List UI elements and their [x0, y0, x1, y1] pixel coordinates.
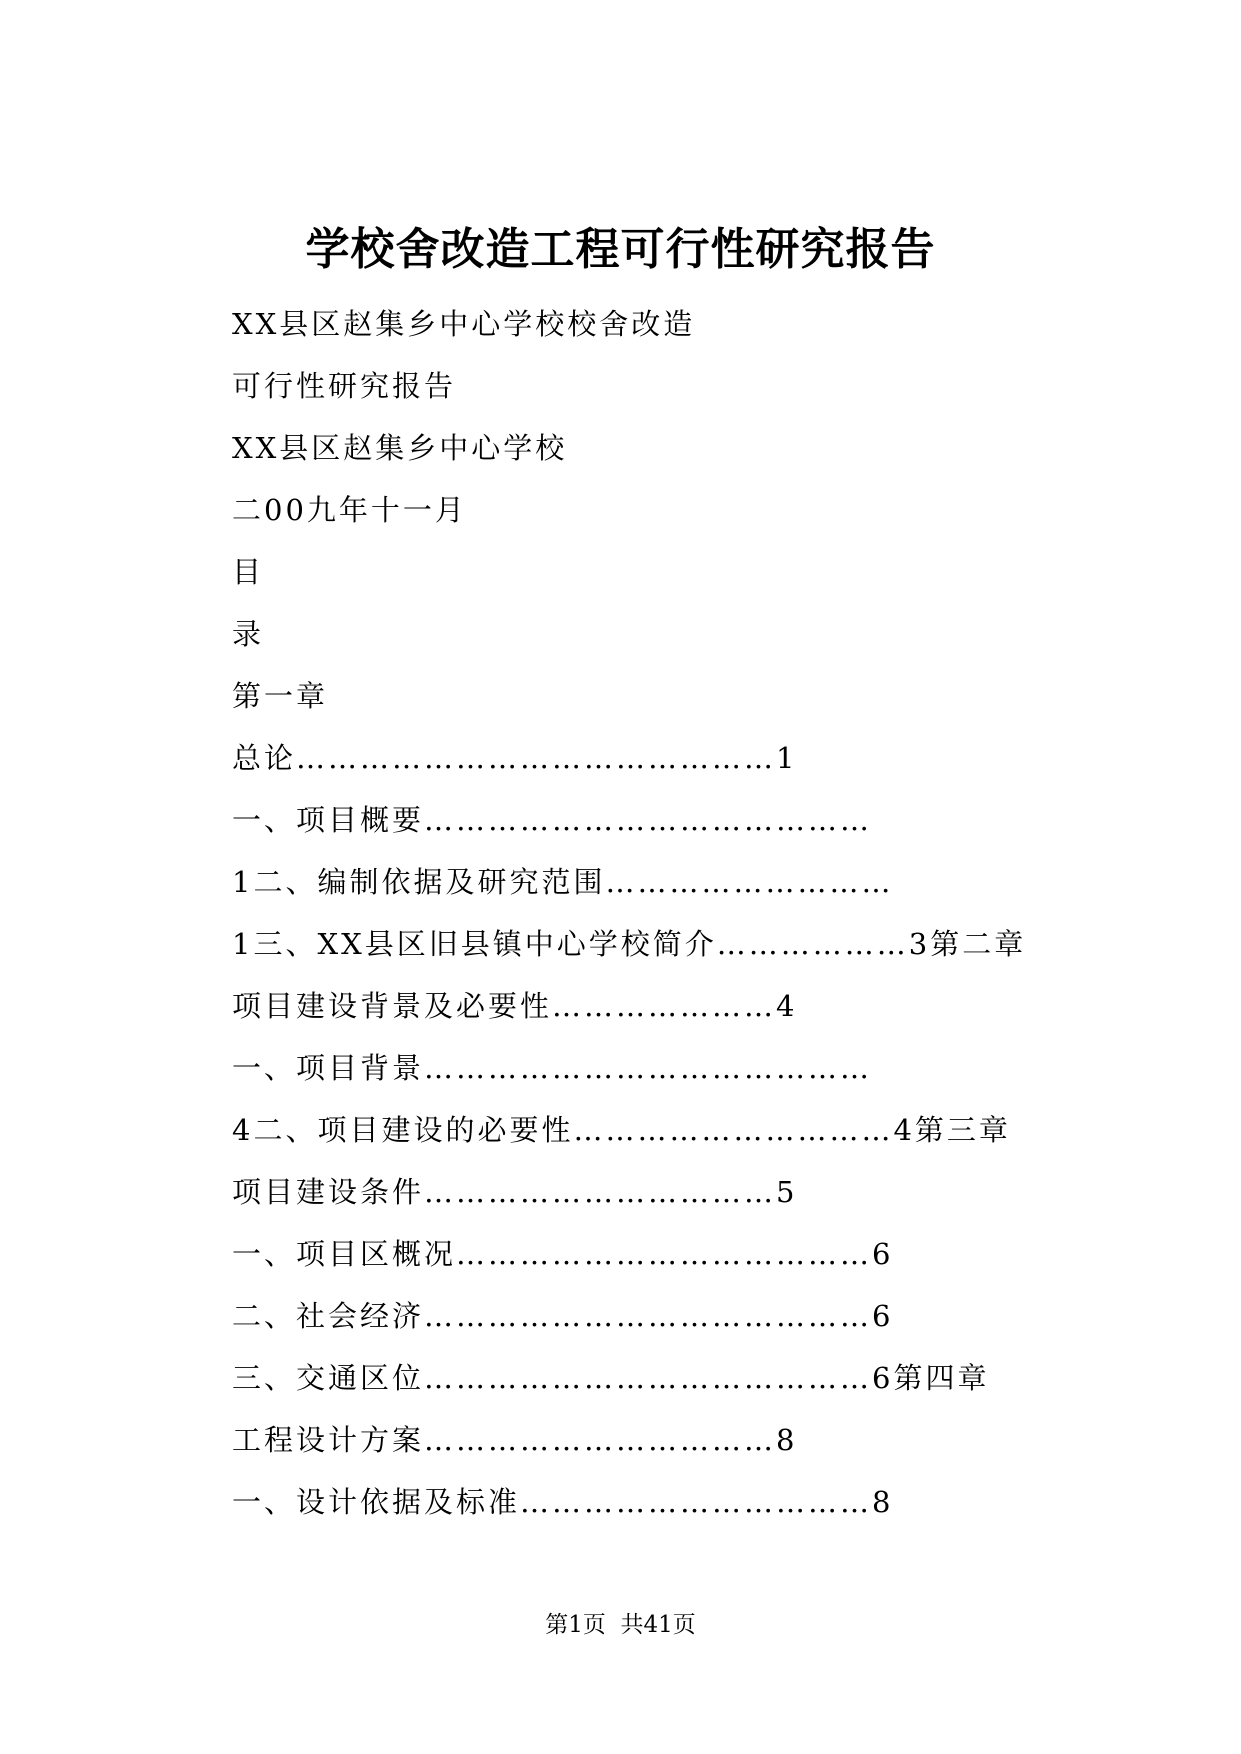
toc-entry: 三、交通区位……………………………………6第四章	[232, 1361, 990, 1395]
toc-heading-part-1: 目	[232, 555, 265, 589]
table-of-contents	[232, 293, 1132, 1533]
body-line-date: 二00九年十一月	[232, 493, 467, 527]
toc-entry: 一、项目背景……………………………………	[232, 1051, 873, 1085]
toc-entry: 二、社会经济……………………………………6	[232, 1299, 894, 1333]
toc-entry: 工程设计方案……………………………8	[232, 1423, 798, 1457]
toc-entry: 一、项目区概况…………………………………6	[232, 1237, 894, 1271]
toc-entry: 项目建设条件……………………………5	[232, 1175, 798, 1209]
toc-entry: 一、项目概要……………………………………	[232, 803, 873, 837]
body-line-subtitle-1: XX县区赵集乡中心学校校舍改造	[232, 307, 696, 341]
document-title: 学校舍改造工程可行性研究报告	[305, 224, 936, 275]
toc-entry: 总论………………………………………1	[232, 741, 798, 775]
toc-entry: 第一章	[232, 679, 329, 713]
toc-entry: 1二、编制依据及研究范围………………………	[232, 865, 894, 899]
toc-entry: 1三、XX县区旧县镇中心学校简介………………3第二章	[232, 927, 1027, 961]
body-line-organization: XX县区赵集乡中心学校	[232, 431, 568, 465]
body-line-subtitle-2: 可行性研究报告	[232, 369, 457, 403]
toc-entry: 项目建设背景及必要性…………………4	[232, 989, 798, 1023]
toc-entry: 一、设计依据及标准……………………………8	[232, 1485, 894, 1519]
toc-heading-part-2: 录	[232, 617, 265, 651]
toc-entry: 4二、项目建设的必要性…………………………4第三章	[232, 1113, 1011, 1147]
page-footer: 第1页 共41页	[545, 1612, 696, 1638]
